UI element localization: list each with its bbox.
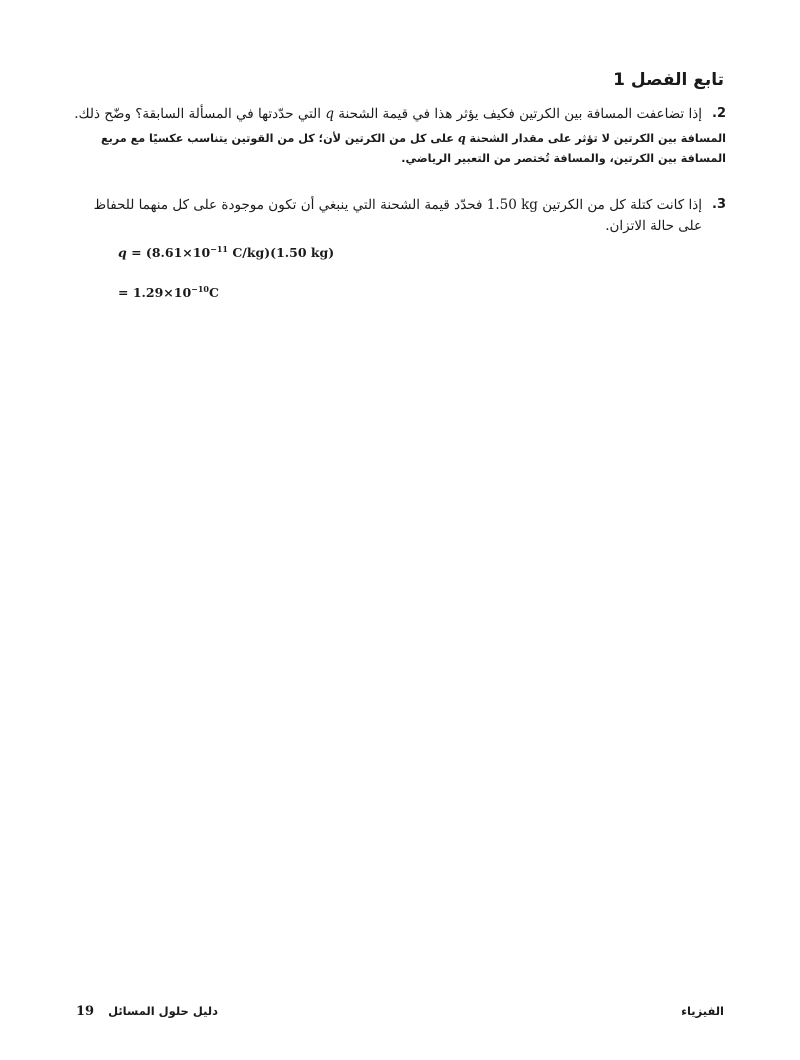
problem-number: .2 — [712, 106, 726, 121]
question-text: إذا تضاعفت المسافة بين الكرتين فكيف يؤثر هذا في قيمة الشحنة — [334, 106, 702, 122]
equation-text: = 1.29×10 — [118, 285, 192, 300]
solution-line-1 — [118, 244, 334, 260]
problem-3 — [70, 195, 726, 237]
footer-book-info — [76, 1004, 218, 1019]
problem-question — [70, 104, 702, 125]
charge-variable: q — [325, 106, 334, 122]
problem-question — [70, 195, 702, 237]
equation-text: C/kg)(1.50 kg) — [228, 245, 335, 260]
answer-text: المسافة بين الكرتين لا تؤثر على مقدار الشحنة — [465, 132, 726, 145]
mass-value: 1.50 kg — [486, 197, 538, 213]
problem-number: .3 — [712, 197, 726, 212]
problem-2 — [70, 104, 726, 169]
exponent: −10 — [191, 284, 209, 294]
footer-book-title: دليل حلول المسائل — [108, 1004, 219, 1018]
question-text: إذا كانت كتلة كل من الكرتين — [537, 197, 702, 213]
footer-subject: الفيزياء — [681, 1004, 724, 1018]
page-number: 19 — [76, 1004, 95, 1019]
solution-line-2 — [118, 284, 219, 300]
answer-text: على كل من الكرتين لأن؛ كل من القوتين يتناسب عكسيًا مع مربع المسافة بين الكرتين، والمسافة تُختصر من التعبير الرياضي. — [100, 132, 726, 165]
charge-variable: q — [457, 131, 466, 145]
exponent: −11 — [210, 244, 228, 254]
equation-text: = (8.61×10 — [126, 245, 211, 260]
question-text: التي حدّدتها في المسألة السابقة؟ وضّح ذلك. — [74, 106, 326, 122]
chapter-title: تابع الفصل 1 — [613, 70, 724, 90]
problem-answer — [70, 128, 726, 169]
question-text: فحدّد قيمة الشحنة التي ينبغي أن تكون موجودة على كل منهما للحفاظ على حالة الاتزان. — [93, 197, 702, 234]
charge-variable: q — [118, 245, 127, 260]
equation-text: C — [208, 285, 219, 300]
